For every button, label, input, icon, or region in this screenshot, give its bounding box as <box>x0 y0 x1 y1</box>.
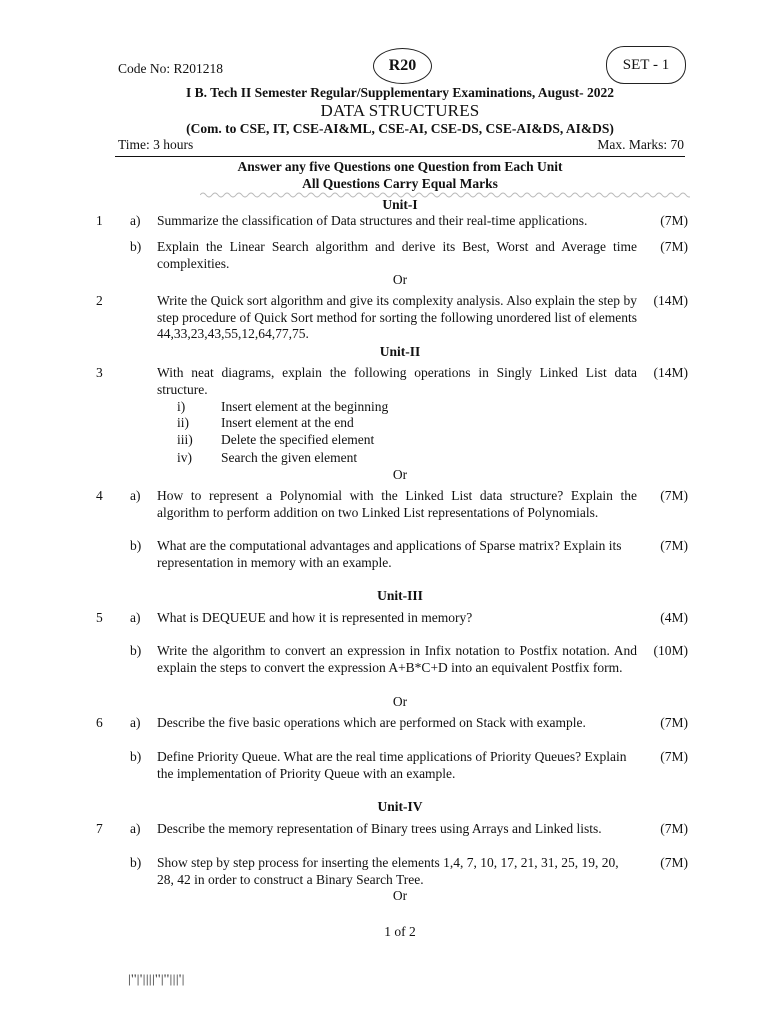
list-item: Insert element at the beginning <box>221 399 389 414</box>
question-text: What is DEQUEUE and how it is represented in memory? <box>157 610 473 625</box>
list-item-number: iv) <box>177 450 192 465</box>
sub-label: b) <box>130 538 142 553</box>
max-marks: Max. Marks: 70 <box>597 137 684 152</box>
question-number: 7 <box>96 821 103 836</box>
question-number: 2 <box>96 293 103 308</box>
question-number: 5 <box>96 610 103 625</box>
instruction-2: All Questions Carry Equal Marks <box>302 176 498 191</box>
set-badge: SET - 1 <box>606 46 686 84</box>
marks: (10M) <box>653 643 688 658</box>
sub-label: a) <box>130 213 141 228</box>
sub-label: a) <box>130 610 141 625</box>
sub-label: a) <box>130 488 141 503</box>
question-text: Write the Quick sort algorithm and give its complexity analysis. Also explain the step by step procedure of Quick Sort method for sorting the following unordered list of elements 44,33,23,43,55,12,64,77,75. <box>157 293 637 341</box>
list-item: Search the given element <box>221 450 358 465</box>
unit-heading: Unit-I <box>382 197 418 212</box>
page-number: 1 of 2 <box>384 924 416 939</box>
marks: (4M) <box>660 610 688 625</box>
unit-heading: Unit-III <box>377 588 423 603</box>
instruction-1: Answer any five Questions one Question from Each Unit <box>237 159 563 174</box>
question-text: What are the computational advantages and applications of Sparse matrix? Explain its representation in memory with an example. <box>157 538 622 570</box>
marks: (7M) <box>660 213 688 228</box>
sub-label: b) <box>130 239 142 254</box>
question-text: Show step by step process for inserting the elements 1,4, 7, 10, 17, 21, 31, 25, 19, 20, 28, 42 in order to construct a Binary Search Tree. <box>157 855 619 887</box>
marks: (7M) <box>660 821 688 836</box>
question-text: Define Priority Queue. What are the real time applications of Priority Queues? Explain the implementation of Priority Queue with an example. <box>157 749 627 781</box>
question-text: Summarize the classification of Data structures and their real-time applications. <box>157 213 588 228</box>
sub-label: a) <box>130 821 141 836</box>
time-allowed: Time: 3 hours <box>118 137 194 152</box>
or-separator: Or <box>392 694 408 709</box>
question-number: 6 <box>96 715 103 730</box>
or-separator: Or <box>392 888 408 903</box>
or-separator: Or <box>392 467 408 482</box>
marks: (7M) <box>660 749 688 764</box>
sub-label: b) <box>130 855 142 870</box>
or-separator: Or <box>392 272 408 287</box>
branches: (Com. to CSE, IT, CSE-AI&ML, CSE-AI, CSE-DS, CSE-AI&DS, AI&DS) <box>186 121 614 136</box>
list-item-number: ii) <box>177 415 189 430</box>
list-item-number: iii) <box>177 432 193 447</box>
question-text: Write the algorithm to convert an expression in Infix notation to Postfix notation. And explain the steps to convert the expression A+B*C+D into an equivalent Postfix form. <box>157 643 637 675</box>
sub-label: a) <box>130 715 141 730</box>
question-text: Explain the Linear Search algorithm and derive its Best, Worst and Average time complexities. <box>157 239 637 271</box>
sub-label: b) <box>130 749 142 764</box>
code-number: Code No: R201218 <box>118 61 224 76</box>
list-item: Insert element at the end <box>221 415 354 430</box>
question-text: How to represent a Polynomial with the Linked List data structure? Explain the algorithm to perform addition on two Linked List representations of Polynomials. <box>157 488 637 520</box>
question-number: 3 <box>96 365 103 380</box>
marks: (7M) <box>660 488 688 503</box>
marks: (7M) <box>660 855 688 870</box>
sub-label: b) <box>130 643 142 658</box>
unit-heading: Unit-II <box>379 344 421 359</box>
marks: (7M) <box>660 239 688 254</box>
unit-heading: Unit-IV <box>377 799 423 814</box>
question-text: With neat diagrams, explain the following operations in Singly Linked List data structure. <box>157 365 637 397</box>
regulation-badge: R20 <box>373 48 432 84</box>
marks: (14M) <box>653 293 688 308</box>
subject-title: DATA STRUCTURES <box>320 101 480 120</box>
question-text: Describe the memory representation of Binary trees using Arrays and Linked lists. <box>157 821 602 836</box>
question-text: Describe the five basic operations which are performed on Stack with example. <box>157 715 586 730</box>
question-number: 1 <box>96 213 103 228</box>
header-rule <box>115 156 685 157</box>
barcode: |''|'||||''|''|||'| <box>128 971 185 986</box>
marks: (7M) <box>660 538 688 553</box>
list-item: Delete the specified element <box>221 432 375 447</box>
exam-title: I B. Tech II Semester Regular/Supplementary Examinations, August- 2022 <box>185 85 615 100</box>
question-number: 4 <box>96 488 103 503</box>
list-item-number: i) <box>177 399 186 414</box>
marks: (7M) <box>660 715 688 730</box>
marks: (14M) <box>653 365 688 380</box>
